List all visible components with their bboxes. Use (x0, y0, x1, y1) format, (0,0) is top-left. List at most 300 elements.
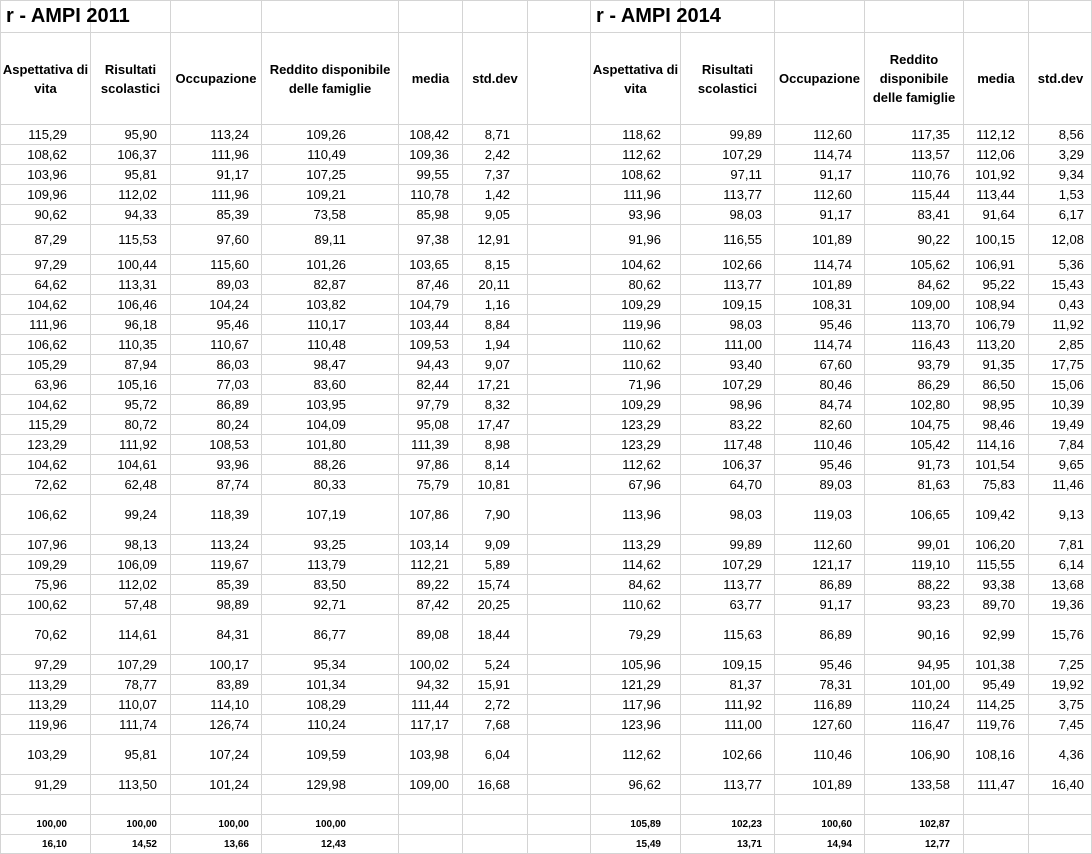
ampi-2014-footer-cell: 15,49 (635, 839, 661, 850)
ampi-2014-cell: 101,54 (975, 457, 1015, 472)
ampi-2014-cell: 95,49 (982, 677, 1015, 692)
ampi-2014-cell: 94,95 (917, 657, 950, 672)
ampi-2014-header-2: Risultati scolastici (697, 61, 758, 96)
ampi-2011-cell: 94,33 (124, 207, 157, 222)
ampi-2014-cell: 9,13 (1058, 507, 1084, 522)
ampi-2014-cell: 113,77 (723, 577, 762, 592)
ampi-2014-cell: 98,03 (729, 507, 762, 522)
ampi-2011-cell: 112,02 (118, 577, 157, 592)
ampi-2011-cell: 104,62 (27, 297, 67, 312)
ampi-2011-footer-cell: 100,00 (315, 819, 346, 830)
ampi-2011-cell: 129,98 (306, 777, 346, 792)
ampi-2014-cell: 110,62 (622, 337, 661, 352)
ampi-2011-footer-cell: 13,66 (223, 839, 249, 850)
ampi-2011-cell: 111,96 (211, 147, 249, 162)
ampi-2011-cell: 106,37 (117, 147, 157, 162)
ampi-2011-cell: 73,58 (313, 207, 346, 222)
ampi-2011-cell: 107,96 (27, 537, 67, 552)
ampi-2011-cell: 93,25 (313, 537, 346, 552)
ampi-2011-cell: 118,39 (210, 507, 249, 522)
ampi-2011-cell: 8,14 (484, 457, 510, 472)
ampi-2011-cell: 109,53 (409, 337, 449, 352)
ampi-2014-cell: 107,29 (722, 557, 762, 572)
ampi-2011-cell: 87,46 (416, 277, 449, 292)
ampi-2011-cell: 87,29 (34, 232, 67, 247)
ampi-2011-header-6: std.dev (472, 71, 518, 86)
ampi-2014-cell: 101,92 (975, 167, 1015, 182)
ampi-2014-cell: 19,49 (1051, 417, 1084, 432)
ampi-2011-cell: 94,43 (416, 357, 449, 372)
ampi-2011-cell: 8,98 (484, 437, 510, 452)
ampi-2014-cell: 81,63 (917, 477, 950, 492)
ampi-2011-cell: 110,49 (307, 147, 346, 162)
ampi-2011-cell: 100,17 (209, 657, 249, 672)
ampi-2011-cell: 15,74 (477, 577, 510, 592)
ampi-2014-cell: 93,38 (982, 577, 1015, 592)
ampi-2014-cell: 113,77 (723, 187, 762, 202)
ampi-2014-cell: 123,29 (621, 417, 661, 432)
ampi-2014-cell: 111,92 (724, 697, 762, 712)
ampi-2011-cell: 83,50 (313, 577, 346, 592)
ampi-2014-footer-cell: 102,87 (919, 819, 950, 830)
ampi-2011-cell: 104,09 (306, 417, 346, 432)
ampi-2011-cell: 89,11 (314, 232, 346, 247)
ampi-2011-cell: 115,60 (210, 257, 249, 272)
ampi-2014-cell: 114,74 (813, 337, 852, 352)
ampi-2014-cell: 3,29 (1058, 147, 1084, 162)
ampi-2011-cell: 77,03 (216, 377, 249, 392)
ampi-2011-cell: 64,62 (34, 277, 67, 292)
ampi-2014-cell: 112,12 (976, 127, 1015, 142)
ampi-2011-cell: 113,50 (118, 777, 157, 792)
ampi-2011-cell: 113,29 (28, 677, 67, 692)
ampi-2011-cell: 7,68 (484, 717, 510, 732)
ampi-2011-cell: 99,24 (124, 507, 157, 522)
ampi-2011-footer-cell: 100,00 (218, 819, 249, 830)
ampi-2011-cell: 106,62 (27, 337, 67, 352)
ampi-2014-cell: 99,89 (729, 537, 762, 552)
ampi-2011-cell: 17,47 (477, 417, 510, 432)
ampi-2011-cell: 75,96 (34, 577, 67, 592)
ampi-2011-cell: 89,08 (416, 627, 449, 642)
ampi-2011-cell: 103,98 (409, 747, 449, 762)
ampi-2014-cell: 109,42 (975, 507, 1015, 522)
ampi-2014-cell: 86,50 (982, 377, 1015, 392)
ampi-2014-footer-cell: 102,23 (731, 819, 762, 830)
ampi-2011-cell: 110,17 (307, 317, 346, 332)
ampi-2014-cell: 7,45 (1058, 717, 1084, 732)
ampi-2014-cell: 113,70 (911, 317, 950, 332)
ampi-2011-cell: 98,13 (124, 537, 157, 552)
ampi-2014-footer-cell: 100,60 (821, 819, 852, 830)
ampi-2011-cell: 57,48 (124, 597, 157, 612)
ampi-2011-cell: 87,42 (416, 597, 449, 612)
ampi-2011-cell: 111,74 (119, 717, 157, 732)
ampi-2011-cell: 109,96 (27, 187, 67, 202)
ampi-2014-cell: 96,62 (628, 777, 661, 792)
ampi-2014-cell: 117,48 (723, 437, 762, 452)
ampi-2014-cell: 114,25 (976, 697, 1015, 712)
ampi-2011-cell: 101,34 (306, 677, 346, 692)
ampi-2011-cell: 104,62 (27, 397, 67, 412)
ampi-2011-cell: 89,22 (416, 577, 449, 592)
ampi-2014-cell: 93,79 (917, 357, 950, 372)
ampi-2011-cell: 94,32 (416, 677, 449, 692)
ampi-2011-cell: 113,24 (210, 537, 249, 552)
ampi-2011-footer-cell: 12,43 (320, 839, 346, 850)
ampi-2014-cell: 15,76 (1051, 627, 1084, 642)
ampi-2014-cell: 3,75 (1058, 697, 1084, 712)
ampi-2011-cell: 63,96 (34, 377, 67, 392)
ampi-2011-cell: 8,15 (484, 257, 510, 272)
ampi-2014-cell: 5,36 (1058, 257, 1084, 272)
ampi-2014-cell: 95,46 (819, 457, 852, 472)
ampi-2014-cell: 1,53 (1058, 187, 1084, 202)
ampi-2011-cell: 100,44 (117, 257, 157, 272)
ampi-2011-cell: 70,62 (34, 627, 67, 642)
ampi-2011-cell: 104,62 (27, 457, 67, 472)
ampi-2011-cell: 112,02 (118, 187, 157, 202)
ampi-2011-cell: 98,47 (313, 357, 346, 372)
ampi-2011-cell: 109,59 (306, 747, 346, 762)
ampi-2014-cell: 84,62 (628, 577, 661, 592)
ampi-2011-cell: 88,26 (313, 457, 346, 472)
ampi-2014-cell: 112,60 (813, 187, 852, 202)
ampi-2011-cell: 89,03 (216, 277, 249, 292)
ampi-2011-cell: 87,74 (216, 477, 249, 492)
ampi-2011-cell: 91,17 (216, 167, 249, 182)
ampi-2014-footer-cell: 105,89 (630, 819, 661, 830)
ampi-2014-footer-cell: 12,77 (924, 839, 950, 850)
ampi-2011-cell: 104,61 (117, 457, 157, 472)
ampi-2014-cell: 7,84 (1058, 437, 1084, 452)
ampi-2014-cell: 108,16 (975, 747, 1015, 762)
ampi-2014-cell: 19,36 (1051, 597, 1084, 612)
ampi-2014-cell: 83,22 (729, 417, 762, 432)
ampi-2014-cell: 106,90 (910, 747, 950, 762)
ampi-2011-cell: 6,04 (484, 747, 510, 762)
ampi-2014-cell: 112,60 (813, 127, 852, 142)
ampi-2011-cell: 2,42 (484, 147, 510, 162)
ampi-2014-cell: 16,40 (1051, 777, 1084, 792)
ampi-2014-cell: 117,96 (622, 697, 661, 712)
ampi-2014-cell: 102,66 (722, 747, 762, 762)
ampi-2011-cell: 111,96 (211, 187, 249, 202)
ampi-2011-cell: 103,95 (306, 397, 346, 412)
ampi-2014-cell: 8,56 (1058, 127, 1084, 142)
ampi-2014-cell: 111,00 (724, 717, 762, 732)
ampi-2011-cell: 109,21 (306, 187, 346, 202)
ampi-2014-cell: 113,44 (976, 187, 1015, 202)
ampi-2014-cell: 105,42 (910, 437, 950, 452)
ampi-2014-cell: 2,85 (1058, 337, 1084, 352)
ampi-2011-cell: 96,18 (124, 317, 157, 332)
ampi-2014-cell: 112,62 (622, 147, 661, 162)
ampi-2014-cell: 119,03 (813, 507, 852, 522)
ampi-2014-cell: 106,37 (722, 457, 762, 472)
ampi-2011-cell: 109,36 (409, 147, 449, 162)
ampi-2014-cell: 67,60 (819, 357, 852, 372)
ampi-2011-footer-cell: 14,52 (131, 839, 157, 850)
ampi-2014-cell: 100,15 (975, 232, 1015, 247)
ampi-2014-cell: 88,22 (917, 577, 950, 592)
ampi-2014-cell: 98,95 (982, 397, 1015, 412)
ampi-2014-cell: 86,89 (819, 627, 852, 642)
ampi-2014-cell: 104,75 (910, 417, 950, 432)
ampi-2011-cell: 85,98 (416, 207, 449, 222)
ampi-2014-cell: 7,81 (1058, 537, 1084, 552)
ampi-2011-cell: 110,67 (210, 337, 249, 352)
ampi-2014-cell: 106,79 (975, 317, 1015, 332)
ampi-2011-cell: 114,10 (210, 697, 249, 712)
ampi-2011-footer-cell: 100,00 (126, 819, 157, 830)
ampi-2011-cell: 103,82 (306, 297, 346, 312)
ampi-2014-cell: 12,08 (1051, 232, 1084, 247)
ampi-2011-cell: 107,24 (209, 747, 249, 762)
ampi-2011-cell: 20,11 (478, 277, 510, 292)
ampi-2014-cell: 110,76 (911, 167, 950, 182)
ampi-2011-cell: 106,09 (117, 557, 157, 572)
ampi-2011-header-4: Reddito disponibile delle famiglie (269, 61, 391, 96)
ampi-2014-cell: 67,96 (628, 477, 661, 492)
ampi-2011-cell: 113,29 (28, 697, 67, 712)
ampi-2011-cell: 82,44 (416, 377, 449, 392)
ampi-2014-cell: 108,31 (812, 297, 852, 312)
ampi-2011-cell: 107,29 (117, 657, 157, 672)
ampi-2011-cell: 110,35 (118, 337, 157, 352)
ampi-2011-cell: 110,48 (307, 337, 346, 352)
ampi-2014-cell: 19,92 (1051, 677, 1084, 692)
ampi-2014-header-6: std.dev (1037, 71, 1084, 86)
ampi-2014-cell: 63,77 (729, 597, 762, 612)
ampi-2014-cell: 105,96 (621, 657, 661, 672)
ampi-2014-cell: 84,74 (819, 397, 852, 412)
ampi-2011-cell: 95,90 (124, 127, 157, 142)
ampi-2011-cell: 115,29 (28, 127, 67, 142)
ampi-2014-cell: 79,29 (628, 627, 661, 642)
ampi-2011-cell: 9,07 (484, 357, 510, 372)
ampi-2014-cell: 81,37 (729, 677, 762, 692)
ampi-2011-header-5: media (411, 71, 450, 86)
ampi-2014-cell: 110,62 (622, 597, 661, 612)
ampi-2014-cell: 97,11 (730, 167, 762, 182)
ampi-2011-cell: 91,29 (34, 777, 67, 792)
ampi-2011-cell: 85,39 (216, 207, 249, 222)
ampi-2011-footer-cell: 100,00 (36, 819, 67, 830)
ampi-2011-title: r - AMPI 2011 (6, 5, 130, 27)
ampi-2014-cell: 112,62 (622, 457, 661, 472)
grid-col-line (527, 0, 528, 854)
ampi-2014-cell: 90,16 (917, 627, 950, 642)
ampi-2014-cell: 91,17 (819, 167, 852, 182)
ampi-2014-cell: 107,29 (722, 147, 762, 162)
ampi-2014-cell: 101,38 (975, 657, 1015, 672)
ampi-2014-cell: 95,46 (819, 317, 852, 332)
ampi-2011-cell: 104,79 (409, 297, 449, 312)
ampi-2011-cell: 83,89 (216, 677, 249, 692)
ampi-2014-cell: 111,47 (977, 777, 1015, 792)
ampi-2011-cell: 86,77 (313, 627, 346, 642)
ampi-2014-cell: 86,29 (917, 377, 950, 392)
ampi-2014-cell: 109,00 (910, 297, 950, 312)
ampi-2011-cell: 108,42 (409, 127, 449, 142)
ampi-2014-cell: 0,43 (1058, 297, 1084, 312)
ampi-2014-cell: 133,58 (910, 777, 950, 792)
ampi-2014-cell: 101,89 (812, 232, 852, 247)
ampi-2011-cell: 8,84 (484, 317, 510, 332)
ampi-2011-cell: 84,31 (216, 627, 249, 642)
ampi-2014-cell: 113,77 (723, 277, 762, 292)
ampi-2014-cell: 101,89 (812, 277, 852, 292)
ampi-2011-cell: 85,39 (216, 577, 249, 592)
ampi-2011-cell: 15,91 (477, 677, 510, 692)
ampi-2011-cell: 20,25 (477, 597, 510, 612)
ampi-2014-cell: 64,70 (729, 477, 762, 492)
ampi-2011-cell: 113,24 (210, 127, 249, 142)
ampi-2014-cell: 92,99 (982, 627, 1015, 642)
ampi-2011-cell: 95,34 (313, 657, 346, 672)
ampi-2011-cell: 16,68 (477, 777, 510, 792)
ampi-2011-cell: 86,89 (216, 397, 249, 412)
grid-row-line (0, 794, 1092, 795)
ampi-2014-cell: 83,41 (917, 207, 950, 222)
ampi-2014-cell: 112,62 (622, 747, 661, 762)
ampi-2011-cell: 123,29 (27, 437, 67, 452)
ampi-2011-cell: 111,96 (29, 317, 67, 332)
ampi-2014-cell: 99,01 (917, 537, 950, 552)
ampi-2011-cell: 72,62 (34, 477, 67, 492)
ampi-2011-cell: 101,24 (209, 777, 249, 792)
ampi-2014-cell: 114,16 (976, 437, 1015, 452)
ampi-2011-cell: 126,74 (209, 717, 249, 732)
ampi-2011-header-2: Risultati scolastici (100, 61, 161, 96)
ampi-2014-cell: 111,00 (724, 337, 762, 352)
ampi-2014-cell: 110,46 (813, 437, 852, 452)
ampi-2011-cell: 100,62 (27, 597, 67, 612)
ampi-2011-cell: 107,25 (306, 167, 346, 182)
ampi-2011-cell: 82,87 (313, 277, 346, 292)
ampi-2014-cell: 98,96 (729, 397, 762, 412)
ampi-2011-cell: 115,53 (118, 232, 157, 247)
ampi-2011-cell: 112,21 (410, 557, 449, 572)
ampi-2011-cell: 90,62 (34, 207, 67, 222)
ampi-2014-cell: 80,46 (819, 377, 852, 392)
ampi-2011-cell: 7,37 (484, 167, 510, 182)
ampi-2014-cell: 112,06 (976, 147, 1015, 162)
ampi-2011-cell: 80,72 (124, 417, 157, 432)
ampi-2011-cell: 119,96 (28, 717, 67, 732)
ampi-2014-cell: 106,20 (975, 537, 1015, 552)
ampi-2014-cell: 80,62 (628, 277, 661, 292)
ampi-2014-cell: 10,39 (1051, 397, 1084, 412)
ampi-2014-cell: 123,96 (621, 717, 661, 732)
ampi-2014-cell: 101,00 (910, 677, 950, 692)
ampi-2011-cell: 101,80 (306, 437, 346, 452)
ampi-2011-footer-cell: 16,10 (41, 839, 67, 850)
ampi-2014-cell: 9,65 (1058, 457, 1084, 472)
ampi-2014-cell: 113,96 (622, 507, 661, 522)
ampi-2011-cell: 100,02 (409, 657, 449, 672)
ampi-2011-cell: 97,60 (216, 232, 249, 247)
ampi-2014-cell: 104,62 (621, 257, 661, 272)
ampi-2011-cell: 7,90 (484, 507, 510, 522)
ampi-2014-cell: 98,03 (729, 317, 762, 332)
ampi-2011-cell: 95,81 (124, 167, 157, 182)
ampi-2014-cell: 93,40 (729, 357, 762, 372)
ampi-2011-cell: 80,24 (216, 417, 249, 432)
ampi-2014-cell: 17,75 (1051, 357, 1084, 372)
ampi-2014-cell: 90,22 (917, 232, 950, 247)
ampi-2014-cell: 115,55 (976, 557, 1015, 572)
ampi-2014-cell: 93,23 (917, 597, 950, 612)
ampi-2014-cell: 119,10 (911, 557, 950, 572)
ampi-2011-cell: 111,39 (411, 437, 449, 452)
ampi-2011-cell: 106,62 (27, 507, 67, 522)
ampi-2011-cell: 113,79 (307, 557, 346, 572)
ampi-2011-cell: 95,08 (416, 417, 449, 432)
ampi-2011-cell: 95,72 (124, 397, 157, 412)
ampi-2014-cell: 95,22 (982, 277, 1015, 292)
ampi-2011-cell: 5,24 (484, 657, 510, 672)
ampi-2014-cell: 113,20 (976, 337, 1015, 352)
ampi-2014-cell: 114,74 (813, 147, 852, 162)
ampi-2011-cell: 8,32 (484, 397, 510, 412)
ampi-2014-cell: 116,43 (911, 337, 950, 352)
ampi-2011-cell: 97,38 (416, 232, 449, 247)
ampi-2014-cell: 115,44 (911, 187, 950, 202)
ampi-2014-cell: 93,96 (628, 207, 661, 222)
ampi-2014-cell: 106,65 (910, 507, 950, 522)
ampi-2011-cell: 111,92 (119, 437, 157, 452)
ampi-2011-cell: 1,94 (484, 337, 510, 352)
ampi-2011-cell: 1,16 (484, 297, 510, 312)
ampi-2011-cell: 8,71 (484, 127, 510, 142)
ampi-2011-cell: 5,89 (484, 557, 510, 572)
ampi-2014-cell: 4,36 (1058, 747, 1084, 762)
ampi-2014-cell: 11,46 (1052, 477, 1084, 492)
ampi-2011-cell: 97,29 (34, 657, 67, 672)
ampi-2014-cell: 110,24 (911, 697, 950, 712)
ampi-2014-cell: 98,46 (982, 417, 1015, 432)
ampi-2014-header-4: Reddito disponibile delle famiglie (872, 52, 956, 105)
ampi-2014-cell: 102,80 (910, 397, 950, 412)
ampi-2014-cell: 110,46 (813, 747, 852, 762)
ampi-2014-cell: 118,62 (622, 127, 661, 142)
ampi-2014-cell: 71,96 (628, 377, 661, 392)
ampi-2014-cell: 91,17 (819, 207, 852, 222)
ampi-2014-footer-cell: 14,94 (826, 839, 852, 850)
ampi-2014-cell: 98,03 (729, 207, 762, 222)
ampi-2014-cell: 113,77 (723, 777, 762, 792)
ampi-2014-cell: 113,57 (911, 147, 950, 162)
ampi-2014-cell: 6,14 (1058, 557, 1084, 572)
ampi-2014-cell: 114,74 (813, 257, 852, 272)
ampi-2011-cell: 109,00 (409, 777, 449, 792)
ampi-2011-cell: 105,16 (117, 377, 157, 392)
ampi-2014-cell: 123,29 (621, 437, 661, 452)
ampi-2011-cell: 9,05 (484, 207, 510, 222)
ampi-2011-cell: 98,89 (216, 597, 249, 612)
ampi-2014-cell: 91,96 (628, 232, 661, 247)
ampi-2014-cell: 99,89 (729, 127, 762, 142)
ampi-2014-cell: 116,55 (723, 232, 762, 247)
ampi-2011-cell: 75,79 (416, 477, 449, 492)
ampi-2011-cell: 109,26 (306, 127, 346, 142)
ampi-2011-cell: 95,46 (216, 317, 249, 332)
ampi-2014-cell: 86,89 (819, 577, 852, 592)
ampi-2011-cell: 17,21 (477, 377, 510, 392)
ampi-2011-header-1: Aspettativa di vita (2, 61, 89, 96)
